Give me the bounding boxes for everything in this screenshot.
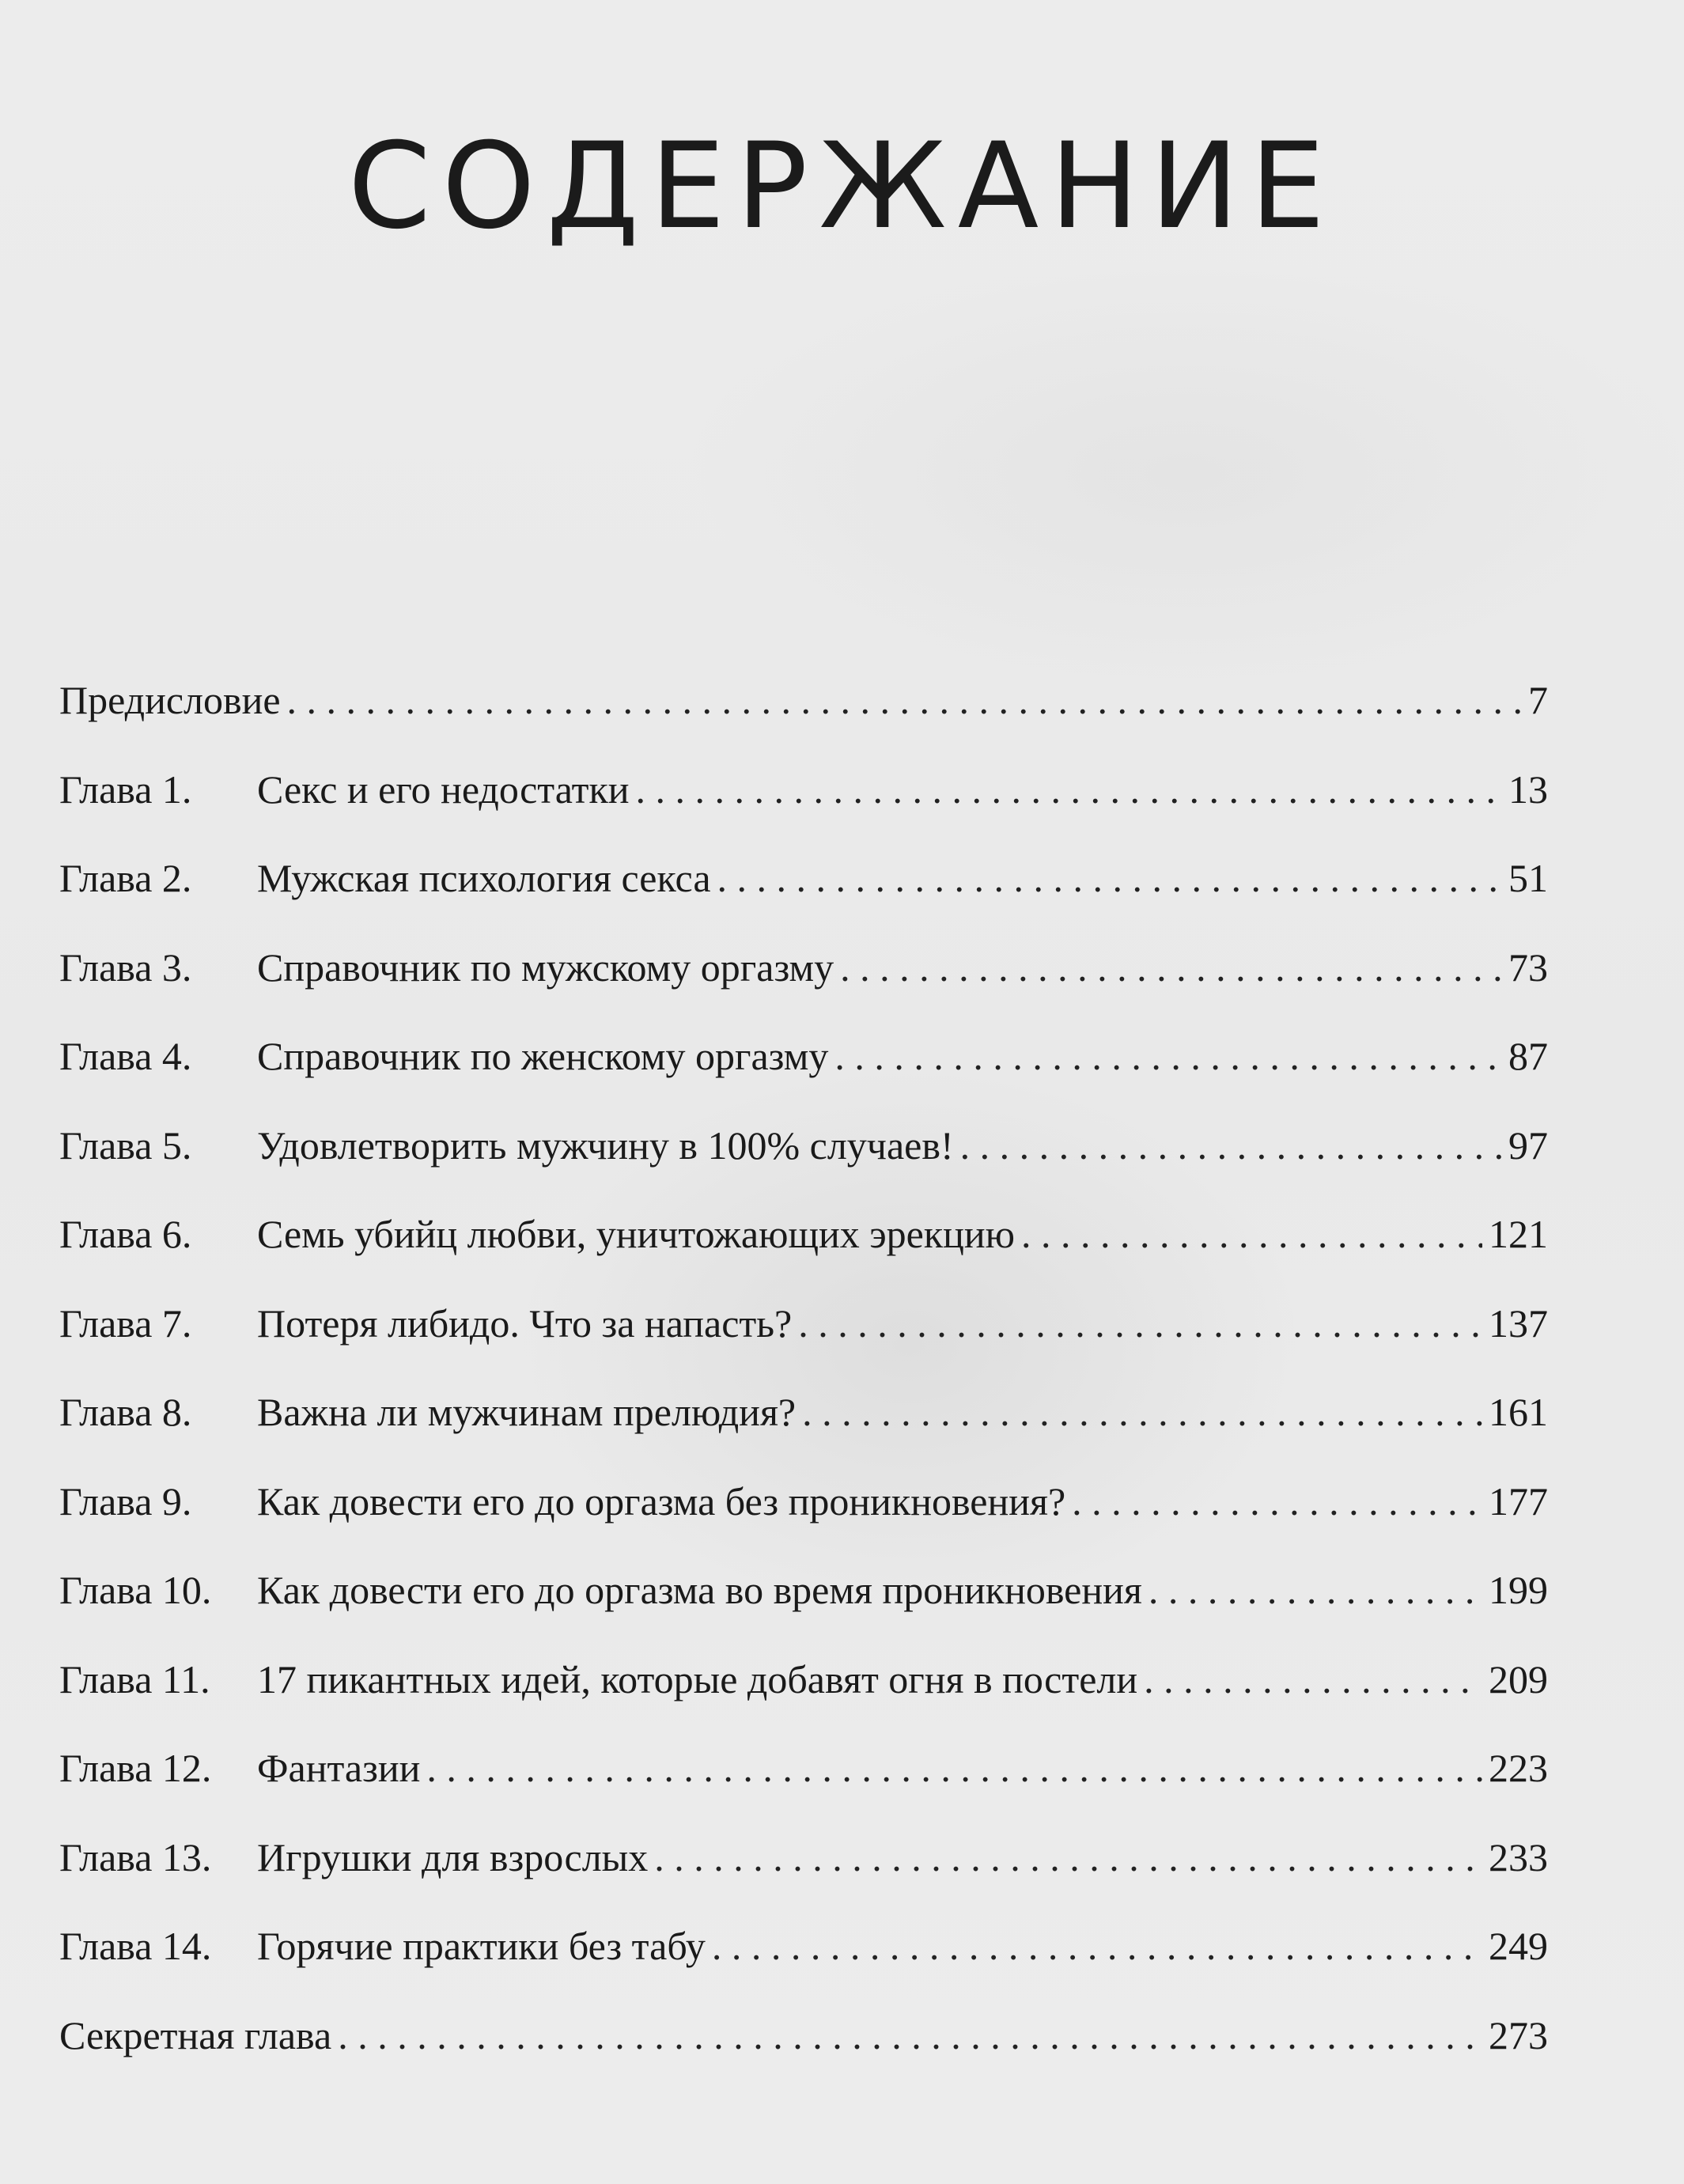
toc-entry-page: 51 (1508, 856, 1548, 900)
toc-entry-page: 177 (1489, 1478, 1548, 1524)
toc-entry-page: 87 (1508, 1034, 1548, 1078)
toc-entry-chapter-12 (59, 1748, 1548, 1838)
toc-entry-title: Справочник по мужскому оргазму (257, 944, 834, 990)
dot-leader (712, 1926, 1482, 1966)
toc-entry-chapter-9 (59, 1478, 1548, 1571)
toc-entry-label: Глава 10. (59, 1568, 212, 1612)
dot-leader (1149, 1570, 1482, 1610)
dot-leader (960, 1126, 1502, 1165)
toc-entry-title: Предисловие (59, 678, 281, 722)
toc-entry-label: Глава 6. (59, 1212, 192, 1256)
dot-leader (802, 1392, 1482, 1432)
toc-entry-chapter-4 (59, 1036, 1548, 1126)
toc-entry-page: 13 (1508, 766, 1548, 812)
dot-leader (287, 680, 1522, 720)
toc-entry-label: Глава 12. (59, 1746, 212, 1790)
toc-entry-title: Секс и его недостатки (257, 766, 630, 812)
toc-entry-page: 209 (1489, 1656, 1548, 1701)
toc-entry-title: Фантазии (257, 1746, 421, 1790)
toc-entry-page: 249 (1489, 1924, 1548, 1968)
dot-leader (338, 2016, 1482, 2055)
toc-entry-page: 7 (1528, 678, 1548, 722)
toc-entry-title: Горячие практики без табу (257, 1924, 706, 1968)
toc-entry-title: Как довести его до оргазма без проникновения? (257, 1478, 1066, 1524)
toc-entry-page: 97 (1508, 1122, 1548, 1168)
toc-entry-label: Глава 3. (59, 944, 192, 990)
toc-entry-label: Глава 11. (59, 1656, 210, 1701)
toc-entry-chapter-6 (59, 1214, 1548, 1304)
toc-entry-page: 73 (1508, 944, 1548, 990)
toc-entry-chapter-3 (59, 944, 1548, 1037)
dot-leader (798, 1304, 1482, 1343)
toc-entry-page: 233 (1489, 1834, 1548, 1879)
toc-entry-page: 199 (1489, 1568, 1548, 1612)
toc-entry-secret-chapter (59, 2012, 1548, 2105)
dot-leader (834, 1036, 1502, 1076)
toc-entry-chapter-11 (59, 1656, 1548, 1749)
dot-leader (636, 770, 1502, 809)
toc-entry-label: Глава 5. (59, 1122, 192, 1168)
toc-entry-chapter-13 (59, 1834, 1548, 1927)
toc-entry-label: Глава 7. (59, 1300, 192, 1346)
toc-entry-title: Потеря либидо. Что за напасть? (257, 1300, 793, 1346)
toc-entry-chapter-7 (59, 1300, 1548, 1393)
toc-entry-chapter-14 (59, 1926, 1548, 2016)
toc-entry-page: 137 (1489, 1300, 1548, 1346)
toc-entry-chapter-2 (59, 858, 1548, 948)
toc-entry-chapter-10 (59, 1570, 1548, 1660)
toc-entry-title: Секретная глава (59, 2012, 332, 2057)
toc-entry-title: 17 пикантных идей, которые добавят огня в постели (257, 1656, 1138, 1701)
dot-leader (1072, 1482, 1482, 1521)
dot-leader (426, 1748, 1482, 1788)
toc-entry-label: Глава 1. (59, 766, 192, 812)
toc-entry-title: Игрушки для взрослых (257, 1834, 649, 1879)
toc-entry-label: Глава 14. (59, 1924, 212, 1968)
dot-leader (840, 948, 1502, 987)
toc-entry-label: Глава 8. (59, 1390, 192, 1434)
page-title: СОДЕРЖАНИЕ (347, 117, 1337, 255)
toc-entry-page: 121 (1489, 1212, 1548, 1256)
toc-entry-label: Глава 2. (59, 856, 192, 900)
toc-entry-label: Глава 13. (59, 1834, 212, 1879)
dot-leader (717, 858, 1502, 898)
toc-entry-page: 273 (1489, 2012, 1548, 2057)
toc-entry-title: Удовлетворить мужчину в 100% случаев! (257, 1122, 954, 1168)
toc-entry-title: Справочник по женскому оргазму (257, 1034, 829, 1078)
table-of-contents (59, 680, 1548, 2104)
dot-leader (654, 1838, 1482, 1877)
dot-leader (1021, 1214, 1482, 1254)
toc-entry-preface (59, 680, 1548, 770)
toc-entry-page: 223 (1489, 1746, 1548, 1790)
toc-entry-title: Важна ли мужчинам прелюдия? (257, 1390, 797, 1434)
toc-entry-label: Глава 9. (59, 1478, 192, 1524)
toc-entry-title: Как довести его до оргазма во время проникновения (257, 1568, 1142, 1612)
toc-entry-chapter-5 (59, 1122, 1548, 1215)
toc-entry-title: Мужская психология секса (257, 856, 711, 900)
toc-entry-label: Глава 4. (59, 1034, 192, 1078)
toc-entry-page: 161 (1489, 1390, 1548, 1434)
toc-entry-chapter-1 (59, 766, 1548, 859)
toc-entry-title: Семь убийц любви, уничтожающих эрекцию (257, 1212, 1016, 1256)
toc-entry-chapter-8 (59, 1392, 1548, 1482)
dot-leader (1144, 1660, 1482, 1699)
